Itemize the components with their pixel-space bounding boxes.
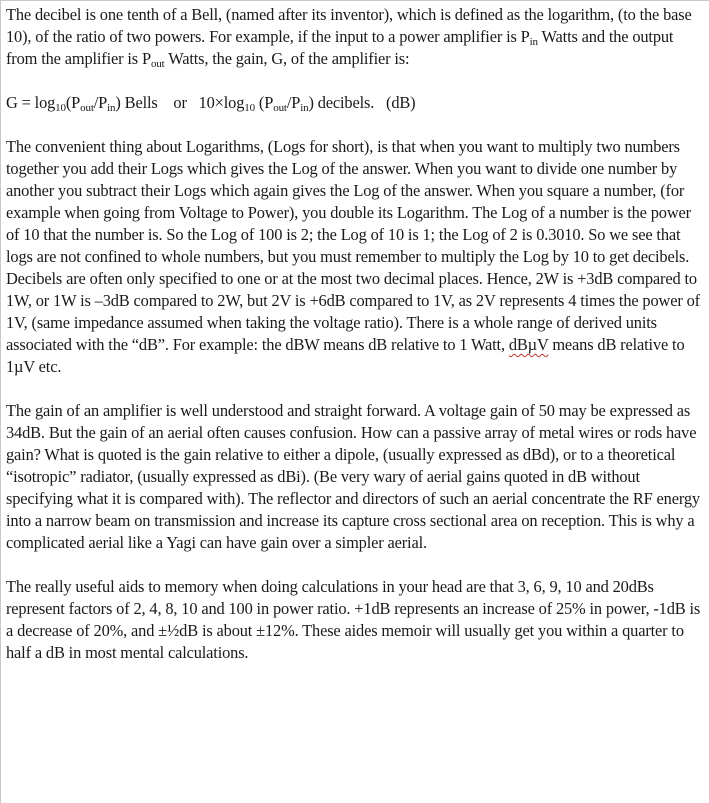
gain-formula: $G = \log_{10}(P_{out}/P_{in})$ Bells or $10\times\log_{10}$ $(P_{out}/P_{in})$ decibels. (dB)	[6, 93, 416, 114]
paragraph-decibel-definition: The decibel is one tenth of a Bell, (named after its inventor), which is defined as the logarithm, (to the base 10), of the ratio of two powers. For example, if the input to a power amplifier is $P_{in}$ Watts and the output from the amplifier is $P_{out}$ Watts, the gain, G, of the amplifier is:	[6, 5, 692, 70]
page-border-top	[0, 0, 709, 1]
spellcheck-underlined-word: dBµV	[508, 335, 549, 354]
page-border-left	[0, 0, 1, 803]
paragraph-aerial-gain: The gain of an amplifier is well understood and straight forward. A voltage gain of 50 may be expressed as 34dB. But the gain of an aerial often causes confusion. How can a passive array of metal wires or rods have gain? What is quoted is the gain relative to either a dipole, (usually expressed as dBd), or to a theoretical “isotropic” radiator, (usually expressed as dBi). (Be very wary of aerial gains quoted in dB without specifying what it is compared with). The reflector and directors of such an aerial concentrate the RF energy into a narrow beam on transmission and increase its capture cross sectional area on reception. This is why a complicated aerial like a Yagi can have gain over a simpler aerial.	[6, 401, 700, 552]
paragraph-logarithms: The convenient thing about Logarithms, (Logs for short), is that when you want to multiply two numbers together you add their Logs which gives the Log of the answer. When you want to divide one number by another you subtract their Logs which again gives the Log of the answer. When you square a number, (for example when going from Voltage to Power), you double its Logarithm. The Log of a number is the power of 10 that the number is. So the Log of 100 is 2; the Log of 10 is 1; the Log of 2 is 0.3010. So we see that logs are not confined to whole numbers, but you must remember to multiply the Log by 10 to get decibels. Decibels are often only specified to one or at the most two decimal places. Hence, 2W is +3dB compared to 1W, or 1W is –3dB compared to 2W, but 2V is +6dB compared to 1V, as 2V represents 4 times the power of 1V, (same impedance assumed when taking the voltage ratio). There is a whole range of derived units associated with the “dB”. For example: the dBW means dB relative to 1 Watt, dBµV means dB relative to 1µV etc.	[6, 137, 700, 376]
paragraph-memory-aids: The really useful aids to memory when doing calculations in your head are that 3, 6, 9, 10 and 20dBs represent factors of 2, 4, 8, 10 and 100 in power ratio. +1dB represents an increase of 25% in power, -1dB is a decrease of 20%, and ±½dB is about ±12%. These aides memoir will usually get you within a quarter to half a dB in most mental calculations.	[6, 577, 701, 662]
